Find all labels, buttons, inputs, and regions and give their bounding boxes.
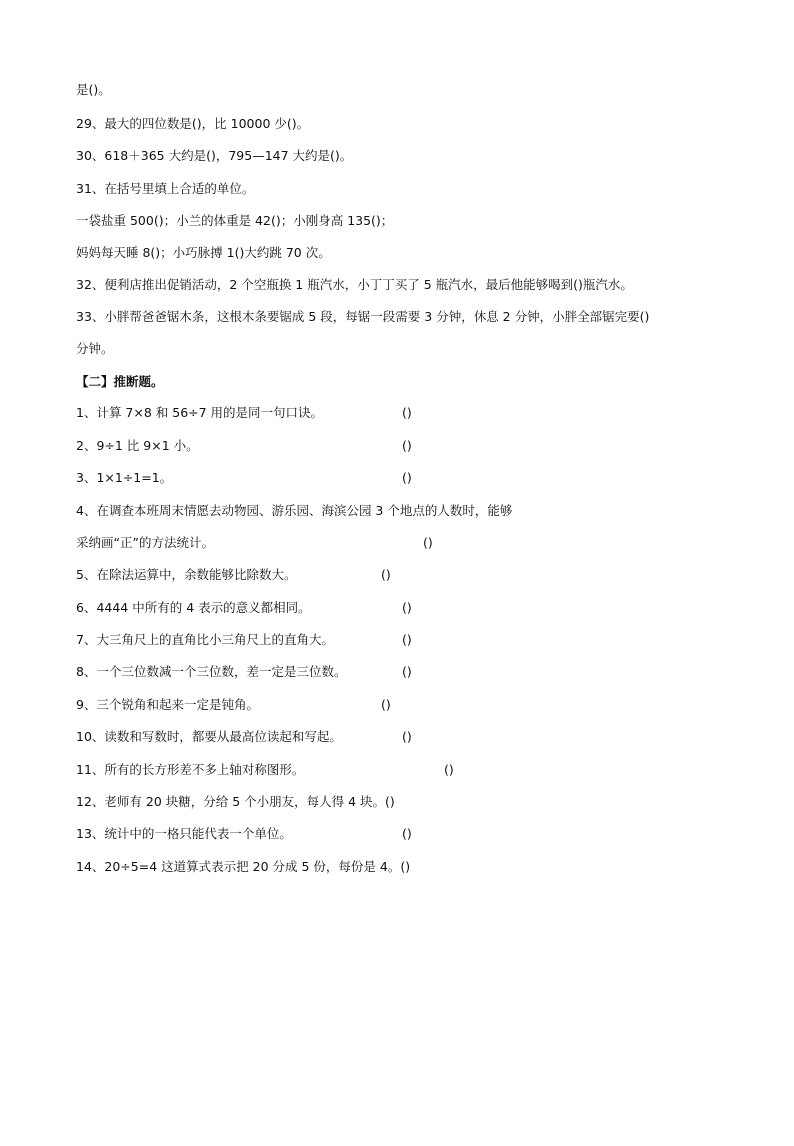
answer-blank: () — [402, 405, 412, 420]
question-31-line-1: 一袋盐重 500()；小兰的体重是 42()；小刚身高 135()； — [76, 213, 394, 228]
answer-blank: () — [402, 729, 412, 744]
answer-blank: () — [402, 470, 412, 485]
question-29: 29、最大的四位数是()，比 10000 少()。 — [76, 116, 310, 131]
answer-blank: () — [402, 438, 412, 453]
judgment-item-text: 2、9÷1 比 9×1 小。 — [76, 438, 199, 453]
judgment-item-text: 10、读数和写数时，都要从最高位读起和写起。 — [76, 729, 342, 744]
question-30: 30、618＋365 大约是()，795—147 大约是()。 — [76, 148, 353, 163]
judgment-item-text: 11、所有的长方形差不多上轴对称图形。 — [76, 762, 305, 777]
judgment-item-text: 12、老师有 20 块糖，分给 5 个小朋友，每人得 4 块。() — [76, 794, 395, 809]
judgment-item-text: 1、计算 7×8 和 56÷7 用的是同一句口诀。 — [76, 405, 324, 420]
judgment-item-text: 9、三个锐角和起来一定是钝角。 — [76, 697, 259, 712]
question-31: 31、在括号里填上合适的单位。 — [76, 181, 255, 196]
judgment-item-text: 3、1×1÷1=1。 — [76, 470, 173, 485]
fill-in-line: 是()。 — [76, 82, 111, 97]
question-33: 33、小胖帮爸爸锯木条，这根木条要锯成 5 段，每锯一段需要 3 分钟，休息 2 分钟，小胖全部锯完要() — [76, 309, 650, 324]
judgment-item-text: 13、统计中的一格只能代表一个单位。 — [76, 826, 292, 841]
judgment-item-text: 8、一个三位数减一个三位数，差一定是三位数。 — [76, 664, 347, 679]
answer-blank: () — [402, 664, 412, 679]
judgment-item-text: 4、在调查本班周末情愿去动物园、游乐园、海滨公园 3 个地点的人数时，能够 — [76, 503, 513, 518]
question-32: 32、便利店推出促销活动，2 个空瓶换 1 瓶汽水，小丁丁买了 5 瓶汽水，最后他能够喝到()瓶汽水。 — [76, 277, 633, 292]
judgment-item-text: 6、4444 中所有的 4 表示的意义都相同。 — [76, 600, 311, 615]
judgment-item-text: 7、大三角尺上的直角比小三角尺上的直角大。 — [76, 632, 334, 647]
judgment-item-text: 14、20÷5=4 这道算式表示把 20 分成 5 份，每份是 4。() — [76, 859, 411, 874]
section-title-judgment: 【二】推断题。 — [76, 374, 164, 389]
answer-blank: () — [381, 697, 391, 712]
answer-blank: () — [381, 567, 391, 582]
judgment-item-text: 5、在除法运算中，余数能够比除数大。 — [76, 567, 297, 582]
answer-blank: () — [402, 632, 412, 647]
question-31-line-2: 妈妈每天睡 8()；小巧脉搏 1()大约跳 70 次。 — [76, 245, 331, 260]
judgment-item-text: 采纳画“正”的方法统计。 — [76, 535, 214, 550]
question-33-continued: 分钟。 — [76, 341, 114, 356]
answer-blank: () — [402, 600, 412, 615]
answer-blank: () — [402, 826, 412, 841]
answer-blank: () — [444, 762, 454, 777]
answer-blank: () — [423, 535, 433, 550]
